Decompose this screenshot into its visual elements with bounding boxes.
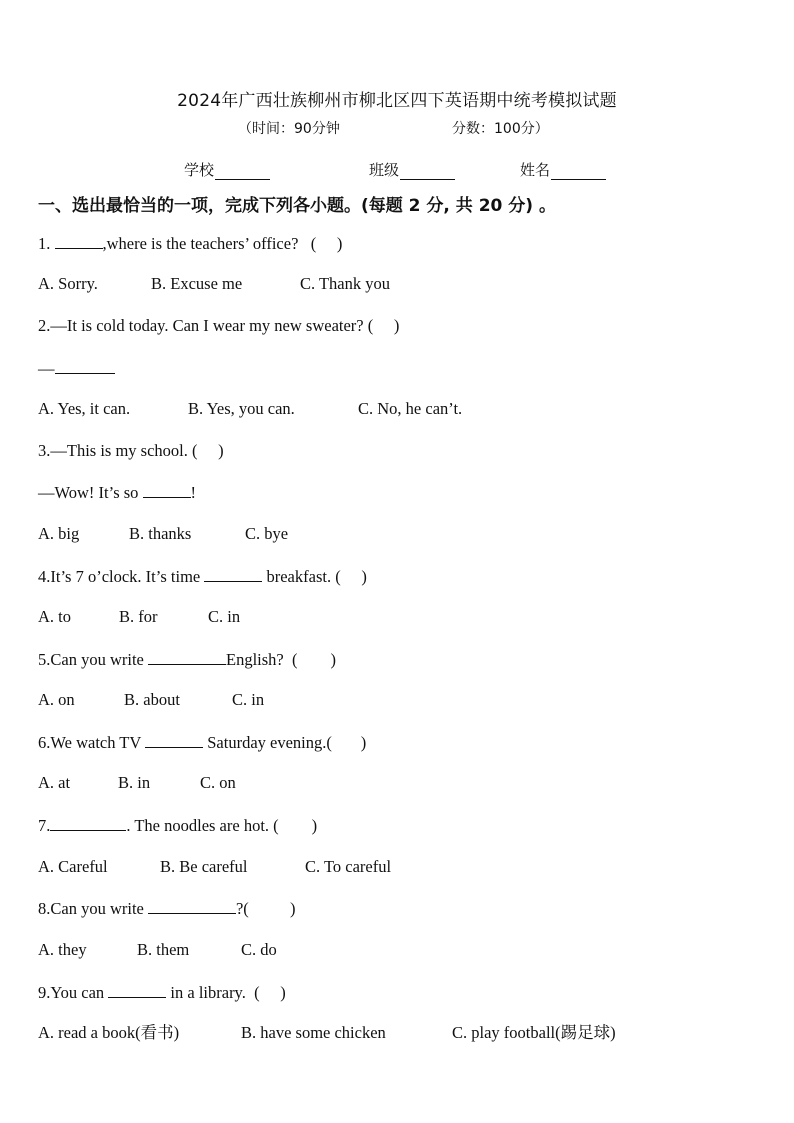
question-5-stem [38, 649, 336, 670]
question-7-blank[interactable] [50, 815, 126, 831]
name-field[interactable] [520, 159, 606, 180]
question-8-option-c[interactable]: C. do [241, 940, 277, 959]
class-field[interactable] [369, 159, 455, 180]
question-4-stem [38, 566, 367, 587]
question-1-option-b[interactable]: B. Excuse me [151, 274, 243, 293]
question-3-option-a[interactable]: A. big [38, 524, 80, 543]
question-9-text-start: 9.You can [38, 983, 109, 1002]
question-3-reply-text: —Wow! It’s so [38, 483, 143, 502]
question-2-option-c[interactable]: C. No, he can’t. [358, 399, 463, 418]
name-label: 姓名 [520, 161, 551, 179]
question-9-blank[interactable] [108, 982, 166, 998]
question-8-option-b[interactable]: B. them [137, 940, 190, 959]
question-1-text: ,where is the teachers’ office? ( ) [102, 234, 343, 253]
question-5-text-start: 5.Can you write [38, 650, 148, 669]
question-4-text-end: breakfast. ( ) [262, 567, 367, 586]
question-4-option-b[interactable]: B. for [119, 607, 158, 626]
question-2-option-b[interactable]: B. Yes, you can. [188, 399, 295, 418]
question-9-option-c[interactable]: C. play football(踢足球) [452, 1023, 616, 1042]
question-2-stem: 2.—It is cold today. Can I wear my new sweater? ( ) [38, 316, 400, 335]
question-1-option-c[interactable]: C. Thank you [300, 274, 390, 293]
school-label: 学校 [184, 161, 215, 179]
question-9-option-b[interactable]: B. have some chicken [241, 1023, 386, 1042]
question-4-option-a[interactable]: A. to [38, 607, 71, 626]
question-4-blank[interactable] [204, 566, 262, 582]
school-blank[interactable] [215, 165, 270, 180]
question-6-text-start: 6.We watch TV [38, 733, 146, 752]
class-blank[interactable] [400, 165, 455, 180]
question-5-option-b[interactable]: B. about [124, 690, 180, 709]
question-5-text-end: English? ( ) [225, 650, 336, 669]
question-3-option-c[interactable]: C. bye [245, 524, 289, 543]
question-3-blank[interactable] [143, 482, 191, 498]
exam-time: （时间：90分钟 [238, 121, 340, 137]
question-7-option-c[interactable]: C. To careful [305, 857, 392, 876]
question-8-option-a[interactable]: A. they [38, 940, 87, 959]
section-heading: 一、选出最恰当的一项，完成下列各小题。(每题 2 分, 共 20 分) 。 [38, 196, 556, 216]
question-7-number: 7. [38, 816, 51, 835]
question-9-text-end: in a library. ( ) [166, 983, 286, 1002]
question-6-option-c[interactable]: C. on [200, 773, 236, 792]
question-8-stem [38, 898, 296, 919]
question-4-text-start: 4.It’s 7 o’clock. It’s time [38, 567, 205, 586]
question-9-stem [38, 982, 286, 1003]
question-3-option-b[interactable]: B. thanks [129, 524, 192, 543]
question-6-stem [38, 732, 366, 753]
question-7-option-a[interactable]: A. Careful [38, 857, 108, 876]
question-1-blank[interactable] [55, 233, 103, 249]
question-6-text-end: Saturday evening.( ) [203, 733, 367, 752]
question-6-option-a[interactable]: A. at [38, 773, 71, 792]
question-3-stem: 3.—This is my school. ( ) [38, 441, 224, 460]
question-1-option-a[interactable]: A. Sorry. [38, 274, 98, 293]
question-8-text-end: ?( ) [235, 899, 296, 918]
exam-title: 2024年广西壮族柳州市柳北区四下英语期中统考模拟试题 [177, 91, 617, 111]
question-4-option-c[interactable]: C. in [208, 607, 241, 626]
question-5-blank[interactable] [148, 649, 226, 665]
question-7-stem [38, 815, 317, 836]
question-7-option-b[interactable]: B. Be careful [160, 857, 248, 876]
question-6-option-b[interactable]: B. in [118, 773, 151, 792]
question-1-number: 1. [38, 234, 55, 253]
question-8-text-start: 8.Can you write [38, 899, 148, 918]
question-2-option-a[interactable]: A. Yes, it can. [38, 399, 131, 418]
question-8-blank[interactable] [148, 898, 236, 914]
question-3-reply [38, 482, 196, 503]
question-7-text: . The noodles are hot. ( ) [126, 816, 318, 835]
question-1-stem [38, 233, 342, 254]
question-6-blank[interactable] [145, 732, 203, 748]
exam-score: 分数：100分） [452, 121, 549, 137]
school-field[interactable] [184, 159, 270, 180]
question-2-dash: — [38, 359, 55, 378]
question-5-option-a[interactable]: A. on [38, 690, 75, 709]
question-5-option-c[interactable]: C. in [232, 690, 265, 709]
class-label: 班级 [369, 161, 400, 179]
question-9-option-a[interactable]: A. read a book(看书) [38, 1023, 180, 1042]
question-2-reply [38, 358, 115, 379]
question-3-reply-end: ! [190, 483, 197, 502]
question-2-blank[interactable] [55, 358, 115, 374]
name-blank[interactable] [551, 165, 606, 180]
